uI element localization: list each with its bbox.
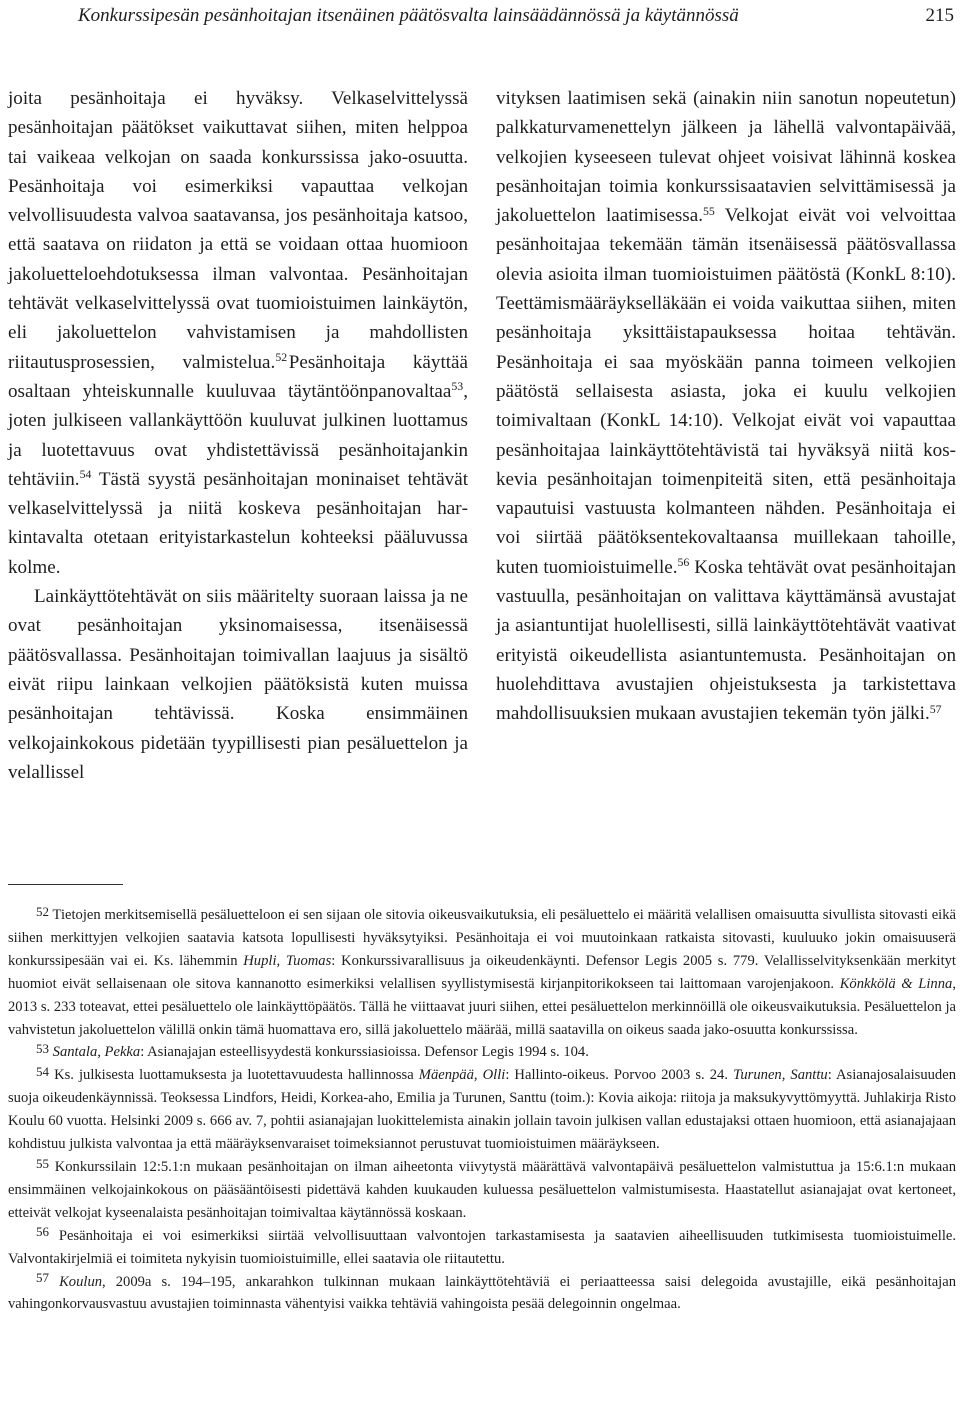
footnote-number: 56 — [36, 1224, 49, 1240]
text-run: Tästä syystä pesänhoitajan moninaiset tehtävät velkaselvittelyssä ja niitä koskeva pesänhoitajan harkintavalta otetaan erityistarkastelun kohteeksi pääluvussa kolme. — [8, 468, 468, 578]
text-run: , 2009a s. 194–195, ankarahkon tulkinnan mukaan lainkäyttötehtäviä ei periaatteessa saisi delegoida avustajille, eikä pesänhoitajan vahingonkorvausvastuu avustajien toiminnasta vähentyisi vaikka tehtäviä vahingoista pesää delegoinnin ongelmaa. — [8, 1273, 957, 1313]
footnotes — [8, 904, 956, 1316]
footnote-56 — [8, 1225, 956, 1271]
text-run: Tietojen merkitsemisellä pesäluetteloon ei sen sijaan ole sitovia oikeusvaikutuksia, eli pesäluettelo ei määritä velallisen omaisuutta sivullista sitovasti eikä siihen merkittyjen velkojien saatavia katsota lopullisesti hyväksytyiksi. Pesänhoitaja ei voi muutoinkaan ratkaista sitovasti, kuuluuko jokin omaisuuserä konkurssipesään vai ei. Ks. lähemmin — [8, 907, 956, 969]
text-run: Ks. julkisesta luottamuksesta ja luotettavuudesta hallinnossa — [54, 1067, 419, 1084]
author-name: Hupli, Tuomas — [243, 952, 332, 969]
text-run: , 2013 s. 233 toteavat, ettei pesäluettelo ole lainkäyttöpäätös. Tällä he viittaavat juuri siihen, ettei pesäluettelon merkinnöillä ole oikeusvaikutuksia. Pesäluettelon ja vahvistetun jakoluettelon välillä onkin tämä huomattava ero, sillä jakoluettelo määrää, millä saatavilla on oikeus saada jako-osuutta konkurssissa. — [8, 975, 956, 1038]
author-name: Turunen, Santtu — [733, 1067, 828, 1084]
footnote-number: 52 — [36, 903, 49, 919]
author-name: Koulun — [59, 1273, 103, 1290]
footnote-52 — [8, 904, 956, 1041]
text-run: : Asianajosalaisuuden suoja oikeudenkäynnissä. Teoksessa Lindfors, Heidi, Korkea-aho, Emilia ja Turunen, Santtu (toim.): Kovia aikoja: riitoja ja maksukyvyttömyyttä. Juhlakirja Risto Koulu 60 vuotta. Helsinki 2009 s. 666 av. 7, pohtii asianajajan luokittelemista ainakin jollain tavoin julkisen vallan edustajaksi ottaen huomioon, että asianajajaan kohdistuu julkista valvontaa ja että määräyksenvaraiset toimeksiannot perustuvat tuomioistuimen määräykseen. — [8, 1067, 956, 1153]
footnote-ref-55[interactable]: 55 — [703, 203, 715, 218]
text-run: vityksen laatimisen sekä (ainakin niin sanotun nopeutetun) palkkaturvamenettelyn jälkeen ja lähellä valvontapäivää, velkojien kyseeseen tulevat ohjeet voisivat lähinnä koskea pesänhoitajan toimia konkurssisaatavien selvittämisessä ja jakoluettelon laatimisessa. — [496, 88, 956, 227]
text-run: Velkojat eivät voi velvoittaa pesänhoitajaa tekemään tämän itsenäisessä päätösvallassa olevia asioita ilman tuomioistuimen päätöstä (KonkL 8:10). Teettämismääräykselläkään ei voida vaikuttaa siihen, miten pesänhoitaja yksittäistapauksessa hoitaa tehtävän. Pesänhoitaja ei saa myöskään panna toimeen velkojien päätöstä sellaisesta asiasta, joka ei kuulu velkojien toimivaltaan (KonkL 14:10). Velkojat eivät voi vapauttaa pesänhoitajaa lainkäyttötehtävistä tai hyväksyä niitä koskevia pesänhoitajan toimenpiteitä siten, että pesänhoitaja vapautuisi vastuusta kolmanteen nähden. Pesänhoitaja ei voi siirtää päätöksentekovaltaansa muillekaan tahoille, kuten tuomioistuimelle. — [496, 205, 956, 578]
paragraph: Lainkäyttötehtävät on siis määritelty suoraan laissa ja ne ovat pesänhoitajan yksinomaisessa, itsenäisessä päätösvallassa. Pesänhoitajan toimivallan laajuus ja sisältö eivät riipu lainkaan velkojien päätöksistä kuten muissa pesänhoitajan tehtävissä. Koska ensimmäinen velkojainkokous pidetään tyypillisesti pian pesäluettelon ja velallissel — [8, 586, 468, 783]
text-run: : Asianajajan esteellisyydestä konkurssiasioissa. Defensor Legis 1994 s. 104. — [140, 1044, 589, 1061]
page-number: 215 — [925, 5, 954, 26]
footnote-53 — [8, 1041, 956, 1064]
footnote-ref-52[interactable]: 52 — [275, 350, 288, 365]
text-run: Pesänhoitaja käyttää osaltaan yhteiskunnalle kuuluvaa täytäntöönpanovaltaa — [8, 351, 468, 402]
footnote-number: 53 — [36, 1041, 49, 1057]
author-name: Könkkölä & Linna — [839, 975, 953, 992]
text-run: Koska tehtävät ovat pesänhoitajan vastuulla, pesänhoitajan on valittava käyttämänsä avustajat ja asiantuntijat huolellisesti, sillä lainkäyttötehtävät vaativat erityistä oikeudellista asiantuntemusta. Pesänhoitajan on huolehdittava avustajien ohjeistuksesta ja tarkistettava mahdollisuuksien mukaan avustajien tekemän työn jälki. — [496, 556, 956, 725]
footnote-number: 54 — [36, 1064, 49, 1080]
body-column-right — [496, 84, 956, 729]
footnote-ref-57[interactable]: 57 — [929, 701, 942, 716]
footnote-number: 57 — [36, 1270, 49, 1286]
footnote-ref-53[interactable]: 53 — [451, 379, 464, 394]
footnote-number: 55 — [36, 1155, 49, 1171]
running-header-title: Konkurssipesän pesänhoitajan itsenäinen päätösvalta lainsäädännössä ja käytännössä — [78, 5, 739, 26]
text-run: joita pesänhoitaja ei hyväksy. Velkaselvittelyssä pesänhoitajan päätökset vaikuttavat siihen, miten helppoa tai vaikeaa velkojan on saada konkurssissa jako-osuutta. Pesänhoitaja voi esimerkiksi vapauttaa velkojan velvollisuudesta valvoa saatavansa, jos pesänhoitaja katsoo, että saatava on riidaton ja että se voidaan ottaa huomioon jakoluetteloehdotuksessa ilman valvontaa. Pesänhoitajan tehtävät velkaselvittelyssä ovat tuomioistuimen lainkäytön, eli jakoluettelon vahvistamisen ja mahdollisten riitautusprosessien, valmistelua. — [8, 88, 468, 373]
author-name: Mäenpää, Olli — [418, 1067, 506, 1084]
footnote-ref-54[interactable]: 54 — [79, 467, 92, 482]
author-name: Santala, Pekka — [52, 1044, 141, 1061]
footnote-divider — [8, 884, 123, 885]
text-run: Pesänhoitaja ei voi esimerkiksi siirtää velvollisuuttaan valvontojen tarkastamisesta ja saatavien aiheellisuuden tutkimisesta tuomioistuimelle. Valvontakirjelmiä ei toimiteta nykyisin tuomioistuimille, ellei saatavia ole riitautettu. — [8, 1227, 956, 1267]
paragraph — [8, 84, 468, 582]
footnote-54 — [8, 1064, 956, 1156]
running-header — [78, 2, 958, 32]
paragraph — [496, 84, 956, 729]
text-run: : Konkurssivarallisuus ja oikeudenkäynti. Defensor Legis 2005 s. 779. Velallisselvityksenkään merkityt huomiot eivät sellaisenaan ole sitova kannanotto esimerkiksi velallisen syyllistymisestä kirjanpitorikokseen tai laittomaan varojenjakoon. — [8, 952, 956, 992]
footnote-57 — [8, 1271, 956, 1317]
text-run: Konkurssilain 12:5.1:n mukaan pesänhoitajan on ilman aiheetonta viivytystä määrättävä valvontapäivä pesäluettelon valmistuttua ja 15:6.1:n mukaan ensimmäinen velkojainkokous on pääsääntöisesti pidettävä kahden kuukauden kuluessa pesäluettelon valmistumisesta. Haastatellut asianajajat ovat kertoneet, etteivät velkojat kyseenalaista pesänhoitajan toimivaltaa käytännössä koskaan. — [8, 1158, 957, 1221]
footnote-ref-56[interactable]: 56 — [677, 555, 690, 570]
text-run: : Hallinto-oikeus. Porvoo 2003 s. 24. — [505, 1067, 734, 1084]
text-run: , joten julkiseen vallankäyttöön kuuluvat julkinen luottamus ja luotettavuus ovat yhdistettävissä pesänhoitajankin tehtäviin. — [8, 380, 468, 490]
body-column-left — [8, 84, 468, 787]
footnote-55 — [8, 1156, 956, 1225]
